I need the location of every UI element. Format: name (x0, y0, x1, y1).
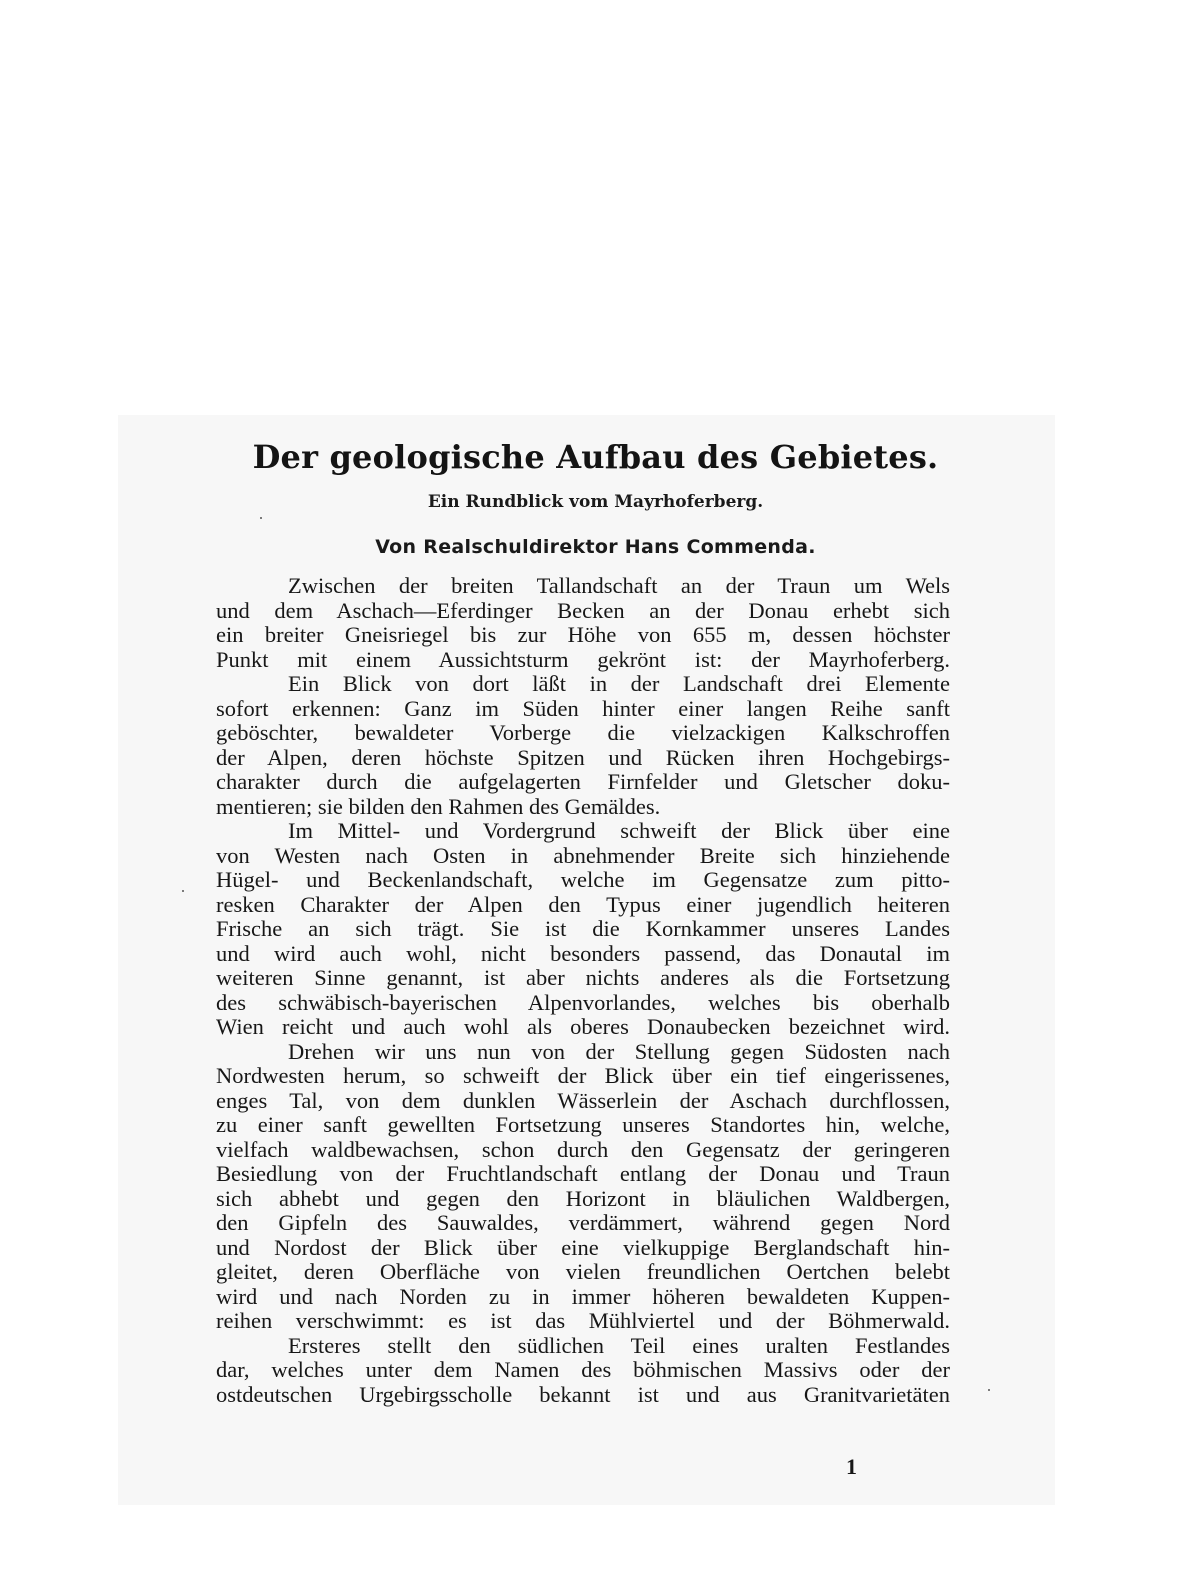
text-line: und dem Aschach—Eferdinger Becken an der Donau erhebt sich (216, 598, 950, 623)
scan-speck (260, 517, 262, 519)
text-line: den Gipfeln des Sauwaldes, verdämmert, während gegen Nord (216, 1211, 950, 1235)
text-line: und Nordost der Blick über eine vielkuppige Berglandschaft hin- (216, 1235, 950, 1260)
text-line: zu einer sanft gewellten Fortsetzung unseres Standortes hin, welche, (216, 1113, 950, 1137)
body-text (216, 574, 950, 1407)
text-line: resken Charakter der Alpen den Typus einer jugendlich heiteren (216, 892, 950, 917)
text-line: Punkt mit einem Aussichtsturm gekrönt ist: der Mayrhoferberg. (216, 647, 950, 672)
text-line: Ein Blick von dort läßt in der Landschaft drei Elemente (288, 672, 950, 696)
text-line: geböschter, bewaldeter Vorberge die vielzackigen Kalkschroffen (216, 721, 950, 745)
text-line: Besiedlung von der Fruchtlandschaft entlang der Donau und Traun (216, 1162, 950, 1186)
text-line: charakter durch die aufgelagerten Firnfelder und Gletscher doku- (216, 770, 950, 794)
text-line: weiteren Sinne genannt, ist aber nichts anderes als die Fortsetzung (216, 966, 950, 990)
text-line: der Alpen, deren höchste Spitzen und Rücken ihren Hochgebirgs- (216, 745, 950, 770)
text-line: enges Tal, von dem dunklen Wässerlein der Aschach durchflossen, (216, 1088, 950, 1113)
scan-speck (988, 1389, 990, 1391)
chapter-title: Der geologische Aufbau des Gebietes. (252, 438, 939, 476)
text-line: ostdeutschen Urgebirgsscholle bekannt ist und aus Granitvarietäten (216, 1382, 950, 1407)
text-line: Hügel- und Beckenlandschaft, welche im Gegensatze zum pitto- (216, 868, 950, 892)
text-line: sich abhebt und gegen den Horizont in bläulichen Waldbergen, (216, 1186, 950, 1211)
scan-speck (182, 890, 184, 892)
page-number: 1 (846, 1454, 857, 1479)
text-line: Frische an sich trägt. Sie ist die Kornkammer unseres Landes (216, 917, 950, 941)
text-line: Nordwesten herum, so schweift der Blick über ein tief eingerissenes, (216, 1064, 950, 1088)
text-line: Im Mittel- und Vordergrund schweift der Blick über eine (288, 819, 950, 843)
text-line: wird und nach Norden zu in immer höheren bewaldeten Kuppen- (216, 1284, 950, 1309)
text-line: dar, welches unter dem Namen des böhmischen Massivs oder der (216, 1358, 950, 1382)
author-line: Von Realschuldirektor Hans Commenda. (375, 536, 816, 558)
text-line: ein breiter Gneisriegel bis zur Höhe von 655 m, dessen höchster (216, 623, 950, 647)
text-line: gleitet, deren Oberfläche von vielen freundlichen Oertchen belebt (216, 1260, 950, 1284)
text-line: Zwischen der breiten Tallandschaft an der Traun um Wels (288, 574, 950, 598)
text-line: reihen verschwimmt: es ist das Mühlviertel und der Böhmerwald. (216, 1309, 950, 1333)
text-line: Ersteres stellt den südlichen Teil eines uralten Festlandes (288, 1333, 950, 1358)
text-line: des schwäbisch-bayerischen Alpenvorlandes, welches bis oberhalb (216, 990, 950, 1015)
chapter-subtitle: Ein Rundblick vom Mayrhoferberg. (427, 492, 764, 512)
text-line: sofort erkennen: Ganz im Süden hinter einer langen Reihe sanft (216, 696, 950, 721)
text-line: Wien reicht und auch wohl als oberes Donaubecken bezeichnet wird. (216, 1015, 950, 1039)
text-line: Drehen wir uns nun von der Stellung gegen Südosten nach (288, 1039, 950, 1064)
text-line: mentieren; sie bilden den Rahmen des Gemäldes. (216, 794, 661, 819)
text-line: und wird auch wohl, nicht besonders passend, das Donautal im (216, 941, 950, 966)
text-line: von Westen nach Osten in abnehmender Breite sich hinziehende (216, 843, 950, 868)
text-line: vielfach waldbewachsen, schon durch den Gegensatz der geringeren (216, 1137, 950, 1162)
